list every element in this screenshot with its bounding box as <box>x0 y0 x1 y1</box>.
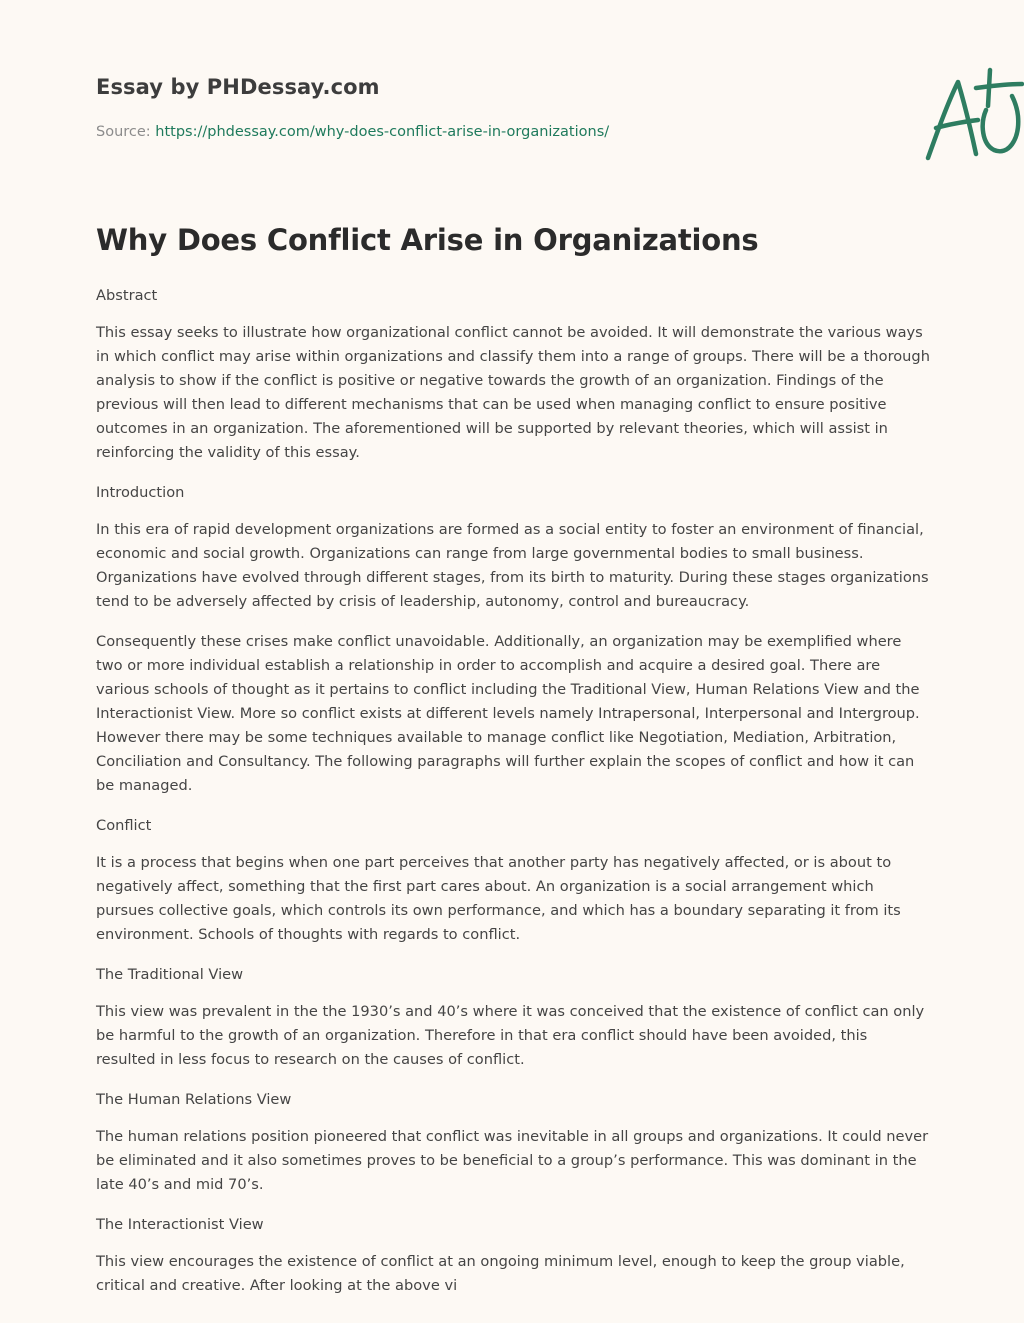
essay-body <box>96 284 930 1314</box>
brand-title: Essay by PHDessay.com <box>96 75 380 99</box>
essay-paragraph: In this era of rapid development organizations are formed as a social entity to foster an environment of financial, economic and social growth. Organizations can range from large governmental bodies to small business. Organizations have evolved through different stages, from its birth to maturity. During these stages organizations tend to be adversely affected by crisis of leadership, autonomy, control and bureaucracy. <box>96 521 929 610</box>
section-heading: The Interactionist View <box>96 1216 264 1233</box>
essay-paragraph: Consequently these crises make conflict unavoidable. Additionally, an organization may be exemplified where two or more individual establish a relationship in order to accomplish and acquire a desired goal. There are various schools of thought as it pertains to conflict including the Traditional View, Human Relations View and the Interactionist View. More so conflict exists at different levels namely Intrapersonal, Interpersonal and Intergroup. However there may be some techniques available to manage conflict like Negotiation, Mediation, Arbitration, Conciliation and Consultancy. The following paragraphs will further explain the scopes of conflict and how it can be managed. <box>96 633 920 794</box>
essay-paragraph: It is a process that begins when one part perceives that another party has negatively affected, or is about to negatively affect, something that the first part cares about. An organization is a social arrangement which pursues collective goals, which controls its own performance, and which has a boundary separating it from its environment. Schools of thoughts with regards to conflict. <box>96 854 901 943</box>
source-link[interactable]: https://phdessay.com/why-does-conflict-arise-in-organizations/ <box>155 124 610 140</box>
section-heading: Introduction <box>96 484 185 501</box>
essay-paragraph: This view was prevalent in the the 1930’s and 40’s where it was conceived that the existence of conflict can only be harmful to the growth of an organization. Therefore in that era conflict should have been avoided, this resulted in less focus to research on the causes of conflict. <box>96 1003 925 1068</box>
section-heading: Conflict <box>96 817 152 834</box>
source-label: Source: <box>96 124 156 140</box>
essay-paragraph: The human relations position pioneered that conflict was inevitable in all groups and organizations. It could never be eliminated and it also sometimes proves to be beneficial to a group’s performance. This was dominant in the late 40’s and mid 70’s. <box>96 1128 929 1193</box>
essay-paragraph: This essay seeks to illustrate how organizational conflict cannot be avoided. It will demonstrate the various ways in which conflict may arise within organizations and classify them into a range of groups. There will be a thorough analysis to show if the conflict is positive or negative towards the growth of an organization. Findings of the previous will then lead to different mechanisms that can be used when managing conflict to ensure positive outcomes in an organization. The aforementioned will be supported by relevant theories, which will assist in reinforcing the validity of this essay. <box>96 324 930 461</box>
a-plus-logo-icon <box>914 66 1024 166</box>
source-line <box>96 124 609 140</box>
essay-title: Why Does Conflict Arise in Organizations <box>96 223 759 257</box>
section-heading: The Human Relations View <box>96 1091 292 1108</box>
section-heading: Abstract <box>96 287 158 304</box>
section-heading: The Traditional View <box>96 966 244 983</box>
essay-paragraph: This view encourages the existence of conflict at an ongoing minimum level, enough to keep the group viable, critical and creative. After looking at the above vi <box>96 1253 905 1294</box>
